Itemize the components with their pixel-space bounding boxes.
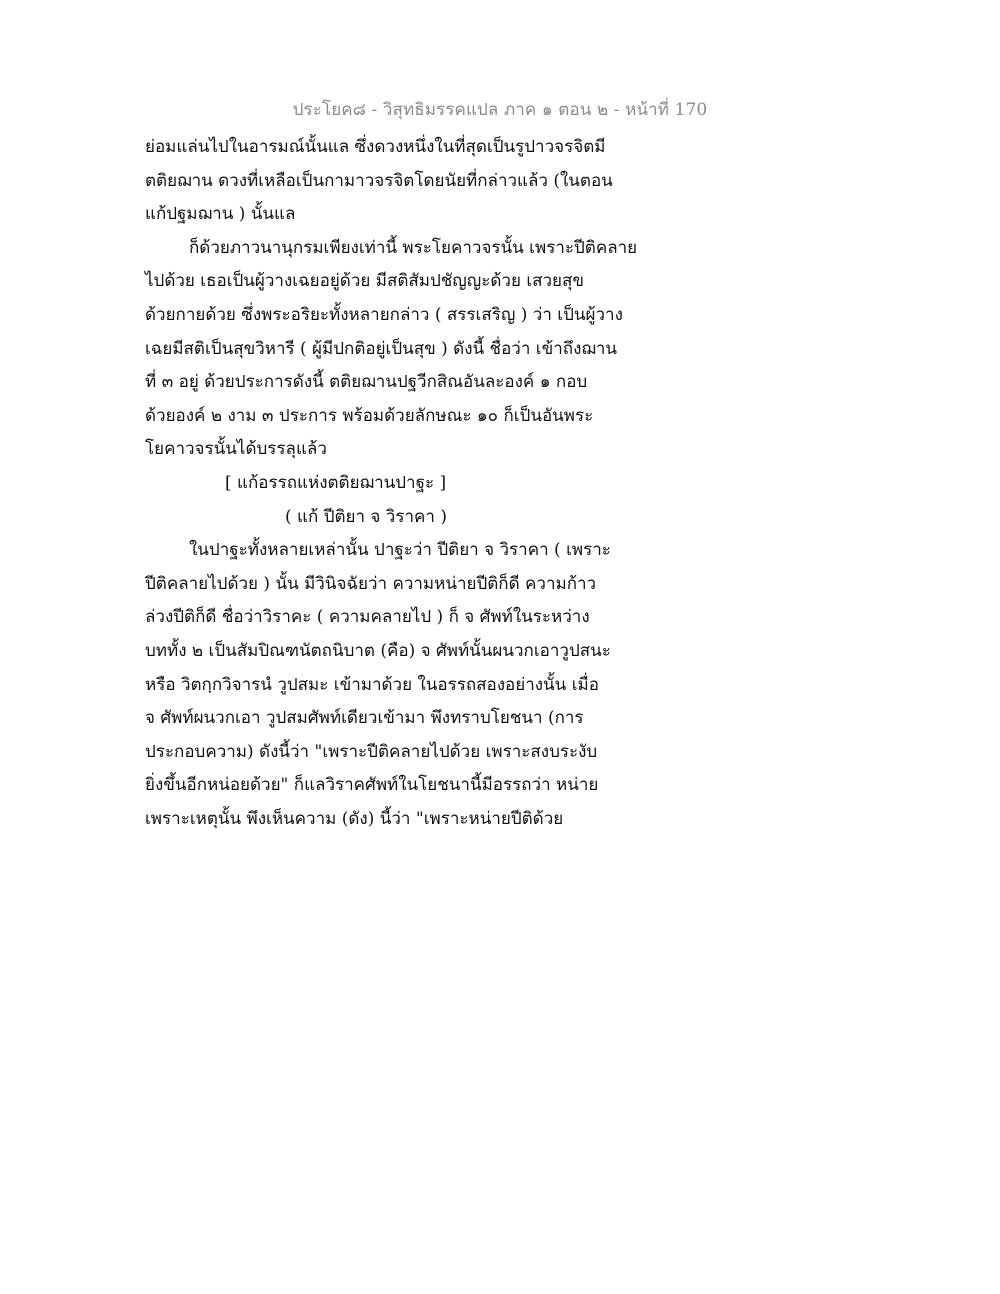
text-line: จ ศัพท์ผนวกเอา วูปสมศัพท์เดียวเข้ามา พึงทราบโยชนา (การ [145, 708, 584, 729]
text-line: บททั้ง ๒ เป็นสัมปิณฑนัตถนิบาต (คือ) จ ศัพท์นั้นผนวกเอาวูปสนะ [145, 640, 611, 661]
paragraph-start-line: ในปาฐะทั้งหลายเหล่านั้น ปาฐะว่า ปีติยา จ วิราคา ( เพราะ [189, 540, 611, 561]
text-line: ที่ ๓ อยู่ ด้วยประการดังนี้ ตติยฌานปฐวีกสิณอันละองค์ ๑ กอบ [145, 372, 588, 393]
paragraph-start-line: ก็ด้วยภาวนานุกรมเพียงเท่านี้ พระโยคาวจรนั้น เพราะปีติคลาย [189, 237, 638, 258]
subsection-heading: ( แก้ ปีติยา จ วิราคา ) [285, 506, 447, 527]
text-line: เฉยมีสติเป็นสุขวิหารี ( ผู้มีปกติอยู่เป็นสุข ) ดังนี้ ชื่อว่า เข้าถึงฌาน [145, 338, 618, 359]
text-line: ประกอบความ) ดังนี้ว่า "เพราะปีติคลายไปด้วย เพราะสงบระงับ [145, 741, 598, 762]
text-line: หรือ วิตกฺกวิจารนํ วูปสมะ เข้ามาด้วย ในอรรถสองอย่างนั้น เมื่อ [145, 674, 599, 695]
text-line: โยคาวจรนั้นได้บรรลุแล้ว [145, 439, 327, 460]
text-line: แก้ปฐมฌาน ) นั้นแล [145, 204, 296, 225]
text-line: เพราะเหตุนั้น พึงเห็นความ (ดัง) นี้ว่า "เพราะหน่ายปีติด้วย [145, 808, 564, 829]
section-heading: [ แก้อรรถแห่งตติยฌานปาฐะ ] [225, 472, 447, 493]
text-line: ล่วงปีติก็ดี ชื่อว่าวิราคะ ( ความคลายไป ) ก็ จ ศัพท์ในระหว่าง [145, 607, 590, 628]
text-line: ตติยฌาน ดวงที่เหลือเป็นกามาวจรจิตโดยนัยที่กล่าวแล้ว (ในตอน [145, 170, 613, 191]
text-line: ไปด้วย เธอเป็นผู้วางเฉยอยู่ด้วย มีสติสัมปชัญญะด้วย เสวยสุข [145, 271, 585, 292]
text-line: ด้วยองค์ ๒ งาม ๓ ประการ พร้อมด้วยลักษณะ ๑๐ ก็เป็นอันพระ [145, 405, 594, 426]
text-line: ด้วยกายด้วย ซึ่งพระอริยะทั้งหลายกล่าว ( สรรเสริญ ) ว่า เป็นผู้วาง [145, 304, 623, 325]
body-text [145, 131, 645, 836]
text-line: ปีติคลายไปด้วย ) นั้น มีวินิจฉัยว่า ความหน่ายปีติก็ดี ความก้าว [145, 573, 597, 594]
running-header: ประโยค๘ - วิสุทธิมรรคแปล ภาค ๑ ตอน ๒ - หน้าที่ 170 [292, 100, 708, 120]
text-line: ยิ่งขึ้นอีกหน่อยด้วย" ก็แลวิราคศัพท์ในโยชนานี้มีอรรถว่า หน่าย [145, 775, 599, 796]
text-line: ย่อมแล่นไปในอารมณ์นั้นแล ซึ่งดวงหนึ่งในที่สุดเป็นรูปาวจรจิตมี [145, 137, 606, 157]
